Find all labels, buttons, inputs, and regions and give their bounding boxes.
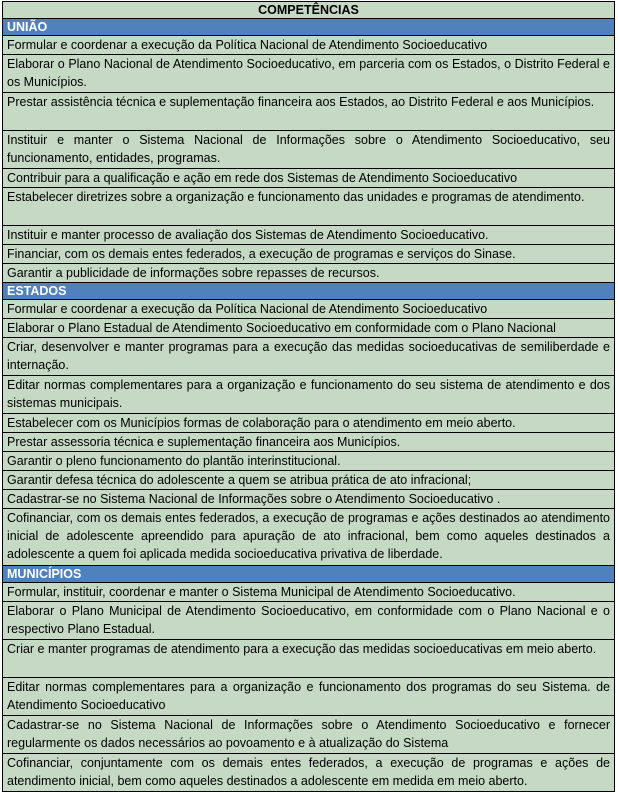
- table-row: Garantir defesa técnica do adolescente a quem se atribua prática de ato infracional;: [3, 471, 614, 490]
- table-row: Cofinanciar, com os demais entes federados, a execução de programas e ações destinados ao atendimento inicial de adolescente apreendido para apuração de ato infracional, bem como aqueles destinados a adolescente a quem foi aplicada medida socioeducativa privativa de liberdade.: [3, 509, 614, 566]
- section-municipios-header: MUNICÍPIOS: [3, 566, 614, 583]
- table-row: Estabelecer com os Municípios formas de colaboração para o atendimento em meio aberto.: [3, 414, 614, 433]
- table-row: Formular e coordenar a execução da Política Nacional de Atendimento Socioeducativo: [3, 36, 614, 55]
- table-title: COMPETÊNCIAS: [3, 2, 614, 19]
- table-row: Cadastrar-se no Sistema Nacional de Informações sobre o Atendimento Socioeducativo e fornecer regularmente os dados necessários ao povoamento e à atualização do Sistema: [3, 716, 614, 754]
- table-row: Instituir e manter processo de avaliação dos Sistemas de Atendimento Socioeducativo.: [3, 226, 614, 245]
- section-uniao-header: UNIÃO: [3, 19, 614, 36]
- table-row: Cadastrar-se no Sistema Nacional de Informações sobre o Atendimento Socioeducativo .: [3, 490, 614, 509]
- table-row: Garantir a publicidade de informações sobre repasses de recursos.: [3, 264, 614, 283]
- competencias-table: [2, 1, 615, 792]
- table-row: Elaborar o Plano Nacional de Atendimento Socioeducativo, em parceria com os Estados, o Distrito Federal e os Municípios.: [3, 55, 614, 93]
- table-row: Elaborar o Plano Municipal de Atendimento Socioeducativo, em conformidade com o Plano Nacional e o respectivo Plano Estadual.: [3, 602, 614, 640]
- table-row: Editar normas complementares para a organização e funcionamento do seu sistema de atendimento e dos sistemas municipais.: [3, 376, 614, 414]
- table-row: Criar e manter programas de atendimento para a execução das medidas socioeducativas em meio aberto.: [3, 640, 614, 678]
- table-row: Prestar assessoria técnica e suplementação financeira aos Municípios.: [3, 433, 614, 452]
- table-row: Estabelecer diretrizes sobre a organização e funcionamento das unidades e programas de atendimento.: [3, 188, 614, 226]
- section-estados-header: ESTADOS: [3, 283, 614, 300]
- table-row: Instituir e manter o Sistema Nacional de Informações sobre o Atendimento Socioeducativo, seu funcionamento, entidades, programas.: [3, 131, 614, 169]
- table-row: Financiar, com os demais entes federados, a execução de programas e serviços do Sinase.: [3, 245, 614, 264]
- table-row: Formular e coordenar a execução da Política Nacional de Atendimento Socioeducativo: [3, 300, 614, 319]
- table-row: Elaborar o Plano Estadual de Atendimento Socioeducativo em conformidade com o Plano Nacional: [3, 319, 614, 338]
- table-row: Prestar assistência técnica e suplementação financeira aos Estados, ao Distrito Federal e aos Municípios.: [3, 93, 614, 131]
- table-row: Editar normas complementares para a organização e funcionamento dos programas do seu Sistema. de Atendimento Socioeducativo: [3, 678, 614, 716]
- table-row: Contribuir para a qualificação e ação em rede dos Sistemas de Atendimento Socioeducativo: [3, 169, 614, 188]
- table-row: Cofinanciar, conjuntamente com os demais entes federados, a execução de programas e ações de atendimento inicial, bem como aqueles destinados a adolescente em medida em meio aberto.: [7, 756, 610, 788]
- table-row: Formular, instituir, coordenar e manter o Sistema Municipal de Atendimento Socioeducativo.: [3, 583, 614, 602]
- table-row: Garantir o pleno funcionamento do plantão interinstitucional.: [3, 452, 614, 471]
- table-row: Criar, desenvolver e manter programas para a execução das medidas socioeducativas de semiliberdade e internação.: [3, 338, 614, 376]
